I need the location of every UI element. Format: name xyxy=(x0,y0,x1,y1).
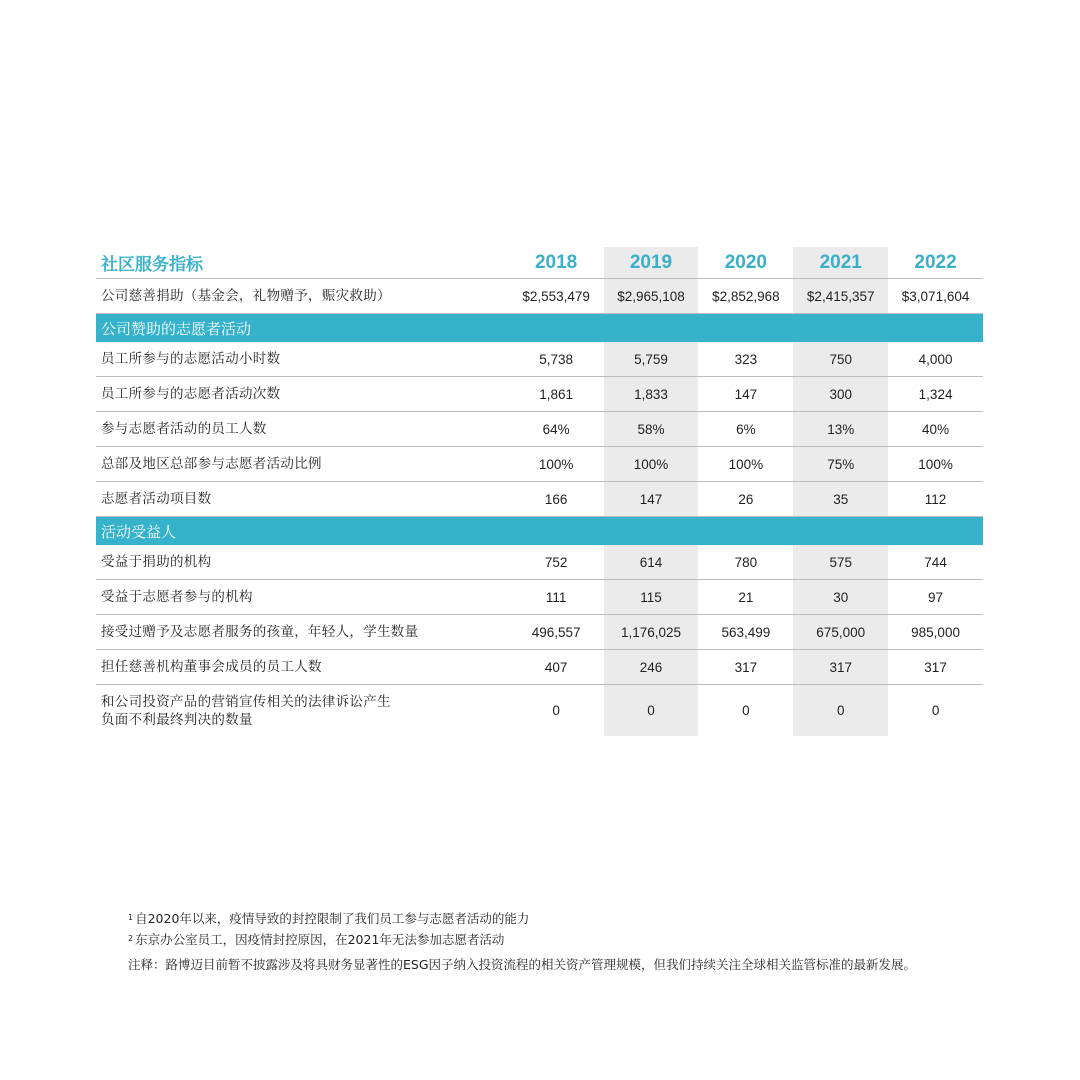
table-body xyxy=(96,279,983,736)
cell-value-2020: 147 xyxy=(734,386,758,402)
cell-value-2019: 147 xyxy=(604,482,699,516)
cell-value-2021: 317 xyxy=(793,650,888,684)
cell-value-2019: 614 xyxy=(604,545,699,579)
row-label: 受益于志愿者参与的机构 xyxy=(101,589,253,605)
cell-value-2021: 75% xyxy=(793,447,888,481)
table-row xyxy=(96,342,983,377)
cell-value-2018: 166 xyxy=(544,491,568,507)
footnote-text: 自2020年以来，疫情导致的封控限制了我们员工参与志愿者活动的能力 xyxy=(135,911,530,926)
cell-value-2020: 0 xyxy=(742,703,750,718)
row-label: 受益于捐助的机构 xyxy=(101,554,212,570)
year-header-2018: 2018 xyxy=(534,251,578,273)
cell-value-2022: $3,071,604 xyxy=(901,288,970,304)
footnote-mark: 1 xyxy=(128,913,134,922)
row-label: 志愿者活动项目数 xyxy=(101,491,212,507)
cell-value-2019: 5,759 xyxy=(604,342,699,376)
row-label: 担任慈善机构董事会成员的员工人数 xyxy=(101,659,322,675)
cell-value-2022: 0 xyxy=(931,703,940,718)
cell-value-2018: 496,557 xyxy=(531,624,581,640)
table-header-row xyxy=(96,247,983,279)
footnotes xyxy=(128,908,529,950)
row-label: 员工所参与的志愿者活动次数 xyxy=(101,386,281,402)
cell-value-2018: 1,861 xyxy=(539,386,574,402)
cell-value-2019: 246 xyxy=(604,650,699,684)
year-header-2020: 2020 xyxy=(724,251,767,273)
cell-value-2019: 0 xyxy=(604,685,699,736)
table-row xyxy=(96,580,983,615)
row-label: 总部及地区总部参与志愿者活动比例 xyxy=(101,456,322,472)
cell-value-2021: 35 xyxy=(793,482,888,516)
cell-value-2019: 1,176,025 xyxy=(604,615,699,649)
cell-value-2020: 563,499 xyxy=(721,624,771,640)
table-row xyxy=(96,650,983,685)
cell-value-2018: 752 xyxy=(544,554,568,570)
footnote-text: 东京办公室员工，因疫情封控原因，在2021年无法参加志愿者活动 xyxy=(135,932,505,947)
year-header-2022: 2022 xyxy=(914,251,957,273)
cell-value-2018: $2,553,479 xyxy=(522,288,590,304)
cell-value-2020: 323 xyxy=(734,351,758,367)
community-metrics-table xyxy=(96,247,983,736)
year-header-2021: 2021 xyxy=(793,247,888,278)
cell-value-2018: 64% xyxy=(542,421,570,437)
cell-value-2020: 100% xyxy=(728,456,764,472)
cell-value-2022: 40% xyxy=(922,421,950,437)
cell-value-2021: 575 xyxy=(793,545,888,579)
cell-value-2022: 4,000 xyxy=(918,351,953,367)
table-title: 社区服务指标 xyxy=(101,255,203,275)
section-header: 活动受益人 xyxy=(96,517,983,545)
table-row xyxy=(96,545,983,580)
cell-value-2022: 317 xyxy=(924,659,947,675)
cell-value-2019: 115 xyxy=(604,580,699,614)
cell-value-2021: 675,000 xyxy=(793,615,888,649)
cell-value-2021: 13% xyxy=(793,412,888,446)
cell-value-2022: 100% xyxy=(918,456,953,472)
cell-value-2018: 100% xyxy=(538,456,574,472)
row-label: 参与志愿者活动的员工人数 xyxy=(101,421,267,437)
disclosure-note: 注释：路博迈目前暂不披露涉及将具财务显著性的ESG因子纳入投资流程的相关资产管理规模，但我们持续关注全球相关监管标准的最新发展。 xyxy=(128,957,917,972)
cell-value-2021: 300 xyxy=(793,377,888,411)
cell-value-2020: 317 xyxy=(734,659,758,675)
cell-value-2020: 21 xyxy=(738,589,754,605)
cell-value-2020: $2,852,968 xyxy=(712,288,780,304)
cell-value-2022: 1,324 xyxy=(918,386,953,402)
cell-value-2022: 97 xyxy=(928,589,944,605)
cell-value-2022: 112 xyxy=(924,491,947,507)
table-row xyxy=(96,615,983,650)
cell-value-2018: 111 xyxy=(545,589,567,605)
table-row xyxy=(96,377,983,412)
cell-value-2019: 58% xyxy=(604,412,699,446)
year-header-2019: 2019 xyxy=(604,247,699,278)
row-label: 接受过赠予及志愿者服务的孩童，年轻人，学生数量 xyxy=(101,624,419,640)
cell-value-2021: 750 xyxy=(793,342,888,376)
cell-value-2020: 6% xyxy=(736,421,756,437)
table-row xyxy=(96,482,983,517)
cell-value-2019: 100% xyxy=(604,447,699,481)
table-row xyxy=(96,685,983,736)
cell-value-2019: 1,833 xyxy=(604,377,699,411)
table-row xyxy=(96,412,983,447)
section-header: 公司赞助的志愿者活动 xyxy=(96,314,983,342)
footnote-2 xyxy=(128,929,529,950)
cell-value-2020: 780 xyxy=(734,554,758,570)
cell-value-2018: 5,738 xyxy=(539,351,574,367)
row-label: 公司慈善捐助（基金会，礼物赠予，赈灾救助） xyxy=(101,288,391,304)
cell-value-2018: 0 xyxy=(552,703,560,718)
cell-value-2019: $2,965,108 xyxy=(604,279,699,313)
footnote-mark: 2 xyxy=(128,934,134,943)
table-row xyxy=(96,447,983,482)
row-label: 和公司投资产品的营销宣传相关的法律诉讼产生 负面不利最终判决的数量 xyxy=(101,693,391,728)
cell-value-2021: 30 xyxy=(793,580,888,614)
cell-value-2022: 985,000 xyxy=(911,624,960,640)
cell-value-2020: 26 xyxy=(738,491,754,507)
cell-value-2022: 744 xyxy=(924,554,947,570)
cell-value-2021: $2,415,357 xyxy=(793,279,888,313)
table-row xyxy=(96,279,983,314)
cell-value-2021: 0 xyxy=(793,685,888,736)
row-label: 员工所参与的志愿活动小时数 xyxy=(101,351,281,367)
footnote-1 xyxy=(128,908,529,929)
cell-value-2018: 407 xyxy=(544,659,568,675)
